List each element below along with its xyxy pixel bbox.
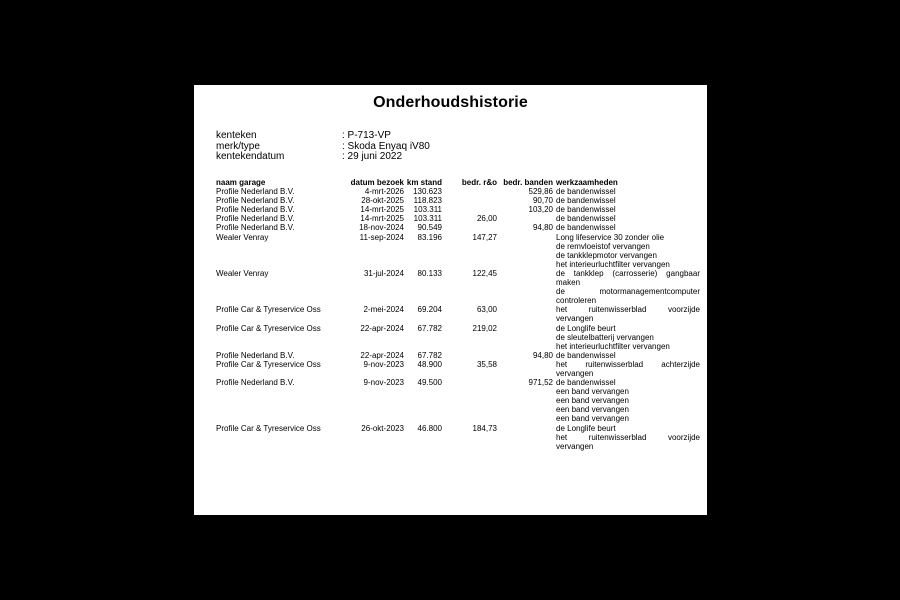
cell-werk [556, 233, 700, 269]
cell-km: 103.311 [413, 214, 442, 224]
werk-line: vervangen [556, 441, 594, 451]
cell-garage: Wealer Venray [216, 232, 269, 242]
table-row [216, 424, 704, 451]
vehicle-label: kenteken [216, 130, 257, 141]
werk-line: de bandenwissel [556, 196, 616, 206]
cell-werk [556, 360, 700, 378]
werk-line: de Longlife beurt [556, 323, 616, 333]
vehicle-label: merk/type [216, 140, 260, 152]
cell-km: 80.133 [417, 268, 442, 278]
table-row [216, 233, 704, 269]
header-garage: naam garage [216, 178, 266, 187]
cell-datum: 9-nov-2023 [363, 378, 404, 388]
table-row [216, 351, 704, 360]
werk-line: vervangen [556, 314, 594, 324]
werk-line: de sleutelbatterij vervangen [556, 332, 654, 342]
cell-ro: 184,73 [472, 423, 497, 433]
werk-line: een band vervangen [556, 396, 629, 406]
werk-line: de bandenwissel [556, 350, 616, 360]
cell-werk [556, 305, 700, 323]
table-row [216, 187, 704, 196]
werk-line: de bandenwissel [556, 187, 616, 197]
cell-datum: 4-mrt-2026 [364, 187, 404, 197]
werk-line: de Longlife beurt [556, 423, 616, 433]
cell-datum: 26-okt-2023 [361, 423, 404, 433]
werk-line: het ruitenwisserblad voorzijde [556, 432, 700, 442]
werk-line: de bandenwissel [556, 214, 616, 224]
werk-line: de motormanagementcomputer [556, 287, 700, 297]
cell-km: 46.800 [417, 423, 442, 433]
cell-datum: 14-mrt-2025 [360, 214, 404, 224]
cell-banden: 94,80 [532, 350, 553, 360]
cell-km: 67.782 [417, 350, 442, 360]
cell-datum: 14-mrt-2025 [360, 205, 404, 215]
header-km: km stand [406, 178, 442, 187]
werk-line: vervangen [556, 369, 594, 379]
cell-werk [556, 196, 700, 205]
werk-line: het interieurluchtfilter vervangen [556, 341, 670, 351]
cell-werk [556, 269, 700, 305]
header-banden: bedr. banden [503, 178, 553, 187]
maintenance-document [194, 85, 707, 515]
cell-datum: 18-nov-2024 [359, 223, 404, 233]
cell-werk [556, 214, 700, 223]
vehicle-label: kentekendatum [216, 151, 285, 162]
cell-werk [556, 324, 700, 351]
cell-ro: 35,58 [476, 359, 497, 369]
cell-werk [556, 424, 700, 451]
cell-km: 67.782 [417, 323, 442, 333]
vehicle-value: : P-713-VP [342, 130, 391, 141]
werk-line: de remvloeistof vervangen [556, 241, 650, 251]
table-row [216, 269, 704, 305]
cell-garage: Profile Nederland B.V. [216, 196, 295, 206]
cell-datum: 9-nov-2023 [363, 359, 404, 369]
table-row [216, 196, 704, 205]
werk-line: Long lifeservice 30 zonder olie [556, 232, 665, 242]
cell-km: 118.823 [413, 196, 442, 206]
werk-line: een band vervangen [556, 387, 629, 397]
cell-ro: 122,45 [472, 268, 497, 278]
werk-line: het interieurluchtfilter vervangen [556, 259, 670, 269]
cell-datum: 31-jul-2024 [363, 268, 404, 278]
table-row [216, 305, 704, 323]
header-datum: datum bezoek [350, 178, 404, 187]
cell-km: 69.204 [417, 305, 442, 315]
cell-banden: 103,20 [528, 205, 553, 215]
cell-ro: 63,00 [476, 305, 497, 315]
table-row [216, 214, 704, 223]
cell-werk [556, 205, 700, 214]
werk-line: een band vervangen [556, 414, 629, 424]
cell-km: 49.500 [417, 378, 442, 388]
cell-werk [556, 187, 700, 196]
werk-line: de tankklep (carrosserie) gangbaar [556, 268, 700, 278]
werk-line: de bandenwissel [556, 378, 616, 388]
table-row [216, 205, 704, 214]
table-header [216, 178, 704, 187]
cell-garage: Profile Car & Tyreservice Oss [216, 359, 321, 369]
werk-line: maken [556, 278, 581, 288]
werk-line: het ruitenwisserblad achterzijde [556, 359, 700, 369]
vehicle-value: : Skoda Enyaq iV80 [342, 140, 430, 152]
cell-werk [556, 378, 700, 423]
history-table [216, 178, 704, 451]
cell-banden: 529,86 [528, 187, 553, 197]
cell-garage: Wealer Venray [216, 268, 269, 278]
table-row [216, 378, 704, 424]
cell-garage: Profile Nederland B.V. [216, 350, 295, 360]
cell-datum: 2-mei-2024 [363, 305, 404, 315]
cell-km: 83.196 [417, 232, 442, 242]
cell-banden: 971,52 [528, 378, 553, 388]
cell-werk [556, 223, 700, 232]
cell-banden: 90,70 [532, 196, 553, 206]
werk-line: controleren [556, 296, 597, 306]
cell-datum: 22-apr-2024 [360, 350, 404, 360]
cell-garage: Profile Car & Tyreservice Oss [216, 305, 321, 315]
cell-garage: Profile Nederland B.V. [216, 205, 295, 215]
cell-datum: 22-apr-2024 [360, 323, 404, 333]
cell-ro: 219,02 [472, 323, 497, 333]
cell-banden: 94,80 [532, 223, 553, 233]
cell-werk [556, 351, 700, 360]
table-row [216, 324, 704, 351]
cell-garage: Profile Nederland B.V. [216, 214, 295, 224]
cell-km: 130.623 [413, 187, 442, 197]
table-row [216, 360, 704, 378]
header-werk: werkzaamheden [556, 178, 618, 187]
cell-garage: Profile Car & Tyreservice Oss [216, 323, 321, 333]
cell-km: 103.311 [413, 205, 442, 215]
cell-garage: Profile Car & Tyreservice Oss [216, 423, 321, 433]
werk-line: de bandenwissel [556, 205, 616, 215]
cell-ro: 26,00 [476, 214, 497, 224]
header-ro: bedr. r&o [461, 178, 497, 187]
werk-line: het ruitenwisserblad voorzijde [556, 305, 700, 315]
cell-garage: Profile Nederland B.V. [216, 223, 295, 233]
cell-km: 90.549 [417, 223, 442, 233]
vehicle-value: : 29 juni 2022 [342, 151, 403, 162]
cell-datum: 11-sep-2024 [359, 232, 404, 242]
cell-datum: 28-okt-2025 [361, 196, 404, 206]
cell-garage: Profile Nederland B.V. [216, 378, 295, 388]
werk-line: een band vervangen [556, 405, 629, 415]
cell-ro: 147,27 [472, 232, 497, 242]
document-title: Onderhoudshistorie [373, 94, 528, 111]
table-row [216, 223, 704, 232]
werk-line: de bandenwissel [556, 223, 616, 233]
cell-garage: Profile Nederland B.V. [216, 187, 295, 197]
cell-km: 48.900 [417, 359, 442, 369]
werk-line: de tankklepmotor vervangen [556, 250, 657, 260]
